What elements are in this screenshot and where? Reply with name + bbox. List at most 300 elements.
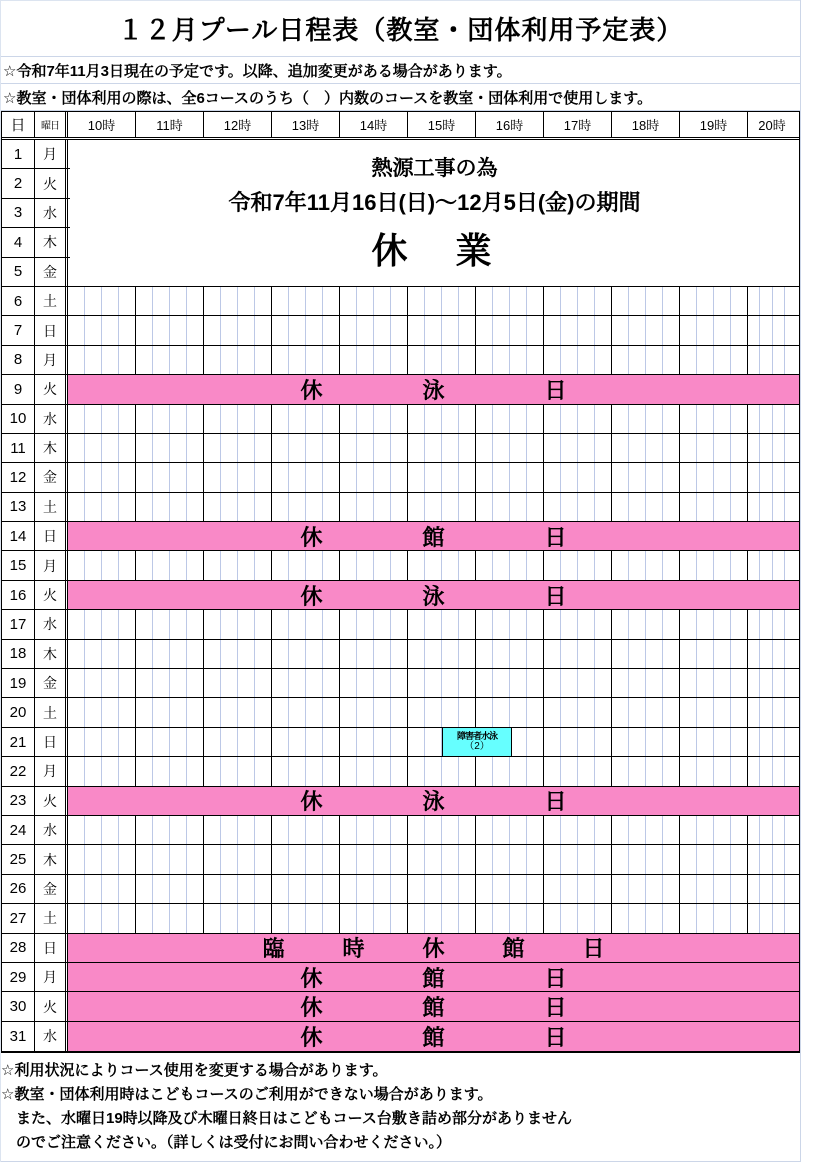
quarter-hour-subcell	[544, 640, 561, 668]
quarter-hour-subcell	[595, 845, 611, 873]
day-row	[2, 434, 799, 463]
quarter-hour-subcell	[119, 463, 135, 491]
hour-cell	[136, 669, 204, 697]
quarter-hour-subcell	[510, 463, 527, 491]
quarter-hour-subcell	[442, 875, 459, 903]
quarter-hour-subcell	[773, 287, 785, 315]
quarter-hour-subcell	[646, 405, 663, 433]
quarter-hour-subcell	[544, 669, 561, 697]
quarter-hour-subcell	[629, 845, 646, 873]
quarter-hour-subcell	[374, 287, 391, 315]
weekday-cell: 水	[35, 1022, 68, 1051]
hour-cell	[340, 669, 408, 697]
quarter-hour-subcell	[68, 875, 85, 903]
quarter-hour-subcell	[374, 698, 391, 726]
quarter-hour-subcell	[714, 816, 731, 844]
quarter-hour-subcell	[760, 757, 772, 785]
quarter-hour-subcell	[578, 816, 595, 844]
quarter-hour-subcell	[68, 463, 85, 491]
quarter-hour-subcell	[102, 346, 119, 374]
quarter-hour-subcell	[697, 757, 714, 785]
quarter-hour-subcell	[357, 463, 374, 491]
quarter-hour-subcell	[153, 610, 170, 638]
quarter-hour-subcell	[629, 316, 646, 344]
quarter-hour-subcell	[306, 493, 323, 521]
quarter-hour-subcell	[408, 698, 425, 726]
quarter-hour-subcell	[85, 493, 102, 521]
quarter-hour-subcell	[773, 698, 785, 726]
quarter-hour-subcell	[731, 698, 747, 726]
quarter-hour-subcell	[221, 698, 238, 726]
quarter-hour-subcell	[544, 316, 561, 344]
quarter-hour-subcell	[680, 316, 697, 344]
day-number-cell: 6	[2, 287, 35, 315]
quarter-hour-subcell	[459, 610, 475, 638]
quarter-hour-subcell	[170, 904, 187, 932]
hour-cell	[136, 287, 204, 315]
quarter-hour-subcell	[748, 757, 760, 785]
quarter-hour-subcell	[493, 463, 510, 491]
quarter-hour-subcell	[204, 698, 221, 726]
weekday-cell: 月	[35, 757, 68, 785]
quarter-hour-subcell	[272, 875, 289, 903]
quarter-hour-subcell	[442, 757, 459, 785]
quarter-hour-subcell	[68, 728, 85, 756]
quarter-hour-subcell	[578, 698, 595, 726]
hour-cell	[204, 493, 272, 521]
hour-cell	[136, 316, 204, 344]
quarter-hour-subcell	[748, 728, 760, 756]
quarter-hour-subcell	[102, 669, 119, 697]
hour-cell	[68, 728, 136, 756]
quarter-hour-subcell	[731, 434, 747, 462]
schedule-cells-area	[68, 463, 799, 491]
quarter-hour-subcell	[408, 845, 425, 873]
quarter-hour-subcell	[731, 669, 747, 697]
quarter-hour-subcell	[102, 845, 119, 873]
quarter-hour-subcell	[340, 463, 357, 491]
day-row	[2, 551, 799, 580]
quarter-hour-subcell	[595, 610, 611, 638]
quarter-hour-subcell	[773, 904, 785, 932]
quarter-hour-subcell	[748, 316, 760, 344]
quarter-hour-subcell	[221, 463, 238, 491]
quarter-hour-subcell	[374, 816, 391, 844]
quarter-hour-subcell	[578, 610, 595, 638]
closed-band-休館日	[68, 963, 799, 991]
day-number-cell: 30	[2, 992, 35, 1020]
quarter-hour-subcell	[714, 405, 731, 433]
quarter-hour-subcell	[612, 316, 629, 344]
hour-cell	[204, 698, 272, 726]
quarter-hour-subcell	[408, 346, 425, 374]
quarter-hour-subcell	[595, 463, 611, 491]
quarter-hour-subcell	[646, 669, 663, 697]
quarter-hour-subcell	[119, 845, 135, 873]
quarter-hour-subcell	[527, 287, 543, 315]
hour-cell	[68, 757, 136, 785]
hour-cell	[544, 875, 612, 903]
quarter-hour-subcell	[680, 904, 697, 932]
quarter-hour-subcell	[170, 728, 187, 756]
quarter-hour-subcell	[85, 904, 102, 932]
quarter-hour-subcell	[459, 816, 475, 844]
quarter-hour-subcell	[323, 610, 339, 638]
hour-cell	[680, 346, 748, 374]
schedule-cells-area	[68, 405, 799, 433]
quarter-hour-subcell	[459, 346, 475, 374]
quarter-hour-subcell	[272, 904, 289, 932]
quarter-hour-subcell	[187, 904, 203, 932]
quarter-hour-subcell	[760, 669, 772, 697]
quarter-hour-subcell	[68, 698, 85, 726]
hour-cell	[476, 610, 544, 638]
quarter-hour-subcell	[153, 816, 170, 844]
quarter-hour-subcell	[272, 845, 289, 873]
hour-cell	[204, 875, 272, 903]
quarter-hour-subcell	[391, 316, 407, 344]
closed-band-休泳日	[68, 787, 799, 815]
quarter-hour-subcell	[785, 845, 796, 873]
quarter-hour-subcell	[238, 405, 255, 433]
hour-cell	[680, 757, 748, 785]
quarter-hour-subcell	[561, 904, 578, 932]
quarter-hour-subcell	[510, 640, 527, 668]
quarter-hour-subcell	[527, 463, 543, 491]
quarter-hour-subcell	[391, 346, 407, 374]
quarter-hour-subcell	[374, 757, 391, 785]
hour-cell	[544, 698, 612, 726]
hour-cell	[748, 904, 796, 932]
quarter-hour-subcell	[527, 816, 543, 844]
hour-cell	[272, 610, 340, 638]
quarter-hour-subcell	[221, 875, 238, 903]
quarter-hour-subcell	[476, 493, 493, 521]
quarter-hour-subcell	[238, 728, 255, 756]
hour-cell	[408, 405, 476, 433]
quarter-hour-subcell	[306, 757, 323, 785]
quarter-hour-subcell	[238, 845, 255, 873]
special-event-cell	[442, 727, 512, 757]
quarter-hour-subcell	[255, 346, 271, 374]
quarter-hour-subcell	[374, 463, 391, 491]
quarter-hour-subcell	[663, 757, 679, 785]
hour-cell	[748, 698, 796, 726]
quarter-hour-subcell	[255, 463, 271, 491]
quarter-hour-subcell	[408, 434, 425, 462]
day-number-cell: 10	[2, 405, 35, 433]
hour-cell	[748, 346, 796, 374]
hour-cell	[680, 904, 748, 932]
quarter-hour-subcell	[119, 610, 135, 638]
quarter-hour-subcell	[340, 875, 357, 903]
hour-cell	[68, 845, 136, 873]
quarter-hour-subcell	[476, 640, 493, 668]
quarter-hour-subcell	[629, 669, 646, 697]
closed-band-char: 館	[422, 965, 445, 991]
quarter-hour-subcell	[697, 640, 714, 668]
hour-cell	[612, 287, 680, 315]
weekday-cell: 水	[35, 199, 68, 227]
hour-cell	[136, 904, 204, 932]
quarter-hour-subcell	[136, 463, 153, 491]
quarter-hour-subcell	[646, 346, 663, 374]
day-row	[2, 405, 799, 434]
quarter-hour-subcell	[493, 610, 510, 638]
hour-cell	[272, 698, 340, 726]
schedule-cells-area	[68, 434, 799, 462]
quarter-hour-subcell	[272, 757, 289, 785]
quarter-hour-subcell	[153, 669, 170, 697]
weekday-cell: 火	[35, 787, 68, 815]
quarter-hour-subcell	[340, 346, 357, 374]
quarter-hour-subcell	[493, 405, 510, 433]
quarter-hour-subcell	[442, 493, 459, 521]
quarter-hour-subcell	[68, 904, 85, 932]
hour-cell	[272, 728, 340, 756]
quarter-hour-subcell	[170, 875, 187, 903]
hour-cell	[136, 463, 204, 491]
quarter-hour-subcell	[561, 316, 578, 344]
quarter-hour-subcell	[714, 346, 731, 374]
quarter-hour-subcell	[289, 287, 306, 315]
quarter-hour-subcell	[204, 287, 221, 315]
hour-cell	[272, 346, 340, 374]
quarter-hour-subcell	[170, 757, 187, 785]
quarter-hour-subcell	[561, 669, 578, 697]
quarter-hour-subcell	[714, 316, 731, 344]
quarter-hour-subcell	[85, 845, 102, 873]
quarter-hour-subcell	[170, 610, 187, 638]
hour-cell	[340, 904, 408, 932]
quarter-hour-subcell	[136, 875, 153, 903]
quarter-hour-subcell	[578, 434, 595, 462]
quarter-hour-subcell	[221, 316, 238, 344]
quarter-hour-subcell	[425, 698, 442, 726]
header-day-label: 日	[2, 112, 35, 137]
quarter-hour-subcell	[459, 287, 475, 315]
quarter-hour-subcell	[170, 816, 187, 844]
hour-cell	[748, 434, 796, 462]
quarter-hour-subcell	[663, 493, 679, 521]
quarter-hour-subcell	[697, 405, 714, 433]
hour-cell	[476, 434, 544, 462]
quarter-hour-subcell	[255, 669, 271, 697]
quarter-hour-subcell	[629, 434, 646, 462]
quarter-hour-subcell	[680, 463, 697, 491]
quarter-hour-subcell	[680, 640, 697, 668]
weekday-cell: 金	[35, 258, 68, 286]
schedule-cells-area	[68, 757, 799, 785]
quarter-hour-subcell	[476, 463, 493, 491]
quarter-hour-subcell	[697, 669, 714, 697]
quarter-hour-subcell	[510, 434, 527, 462]
day-row	[2, 316, 799, 345]
quarter-hour-subcell	[153, 845, 170, 873]
hour-cell	[544, 610, 612, 638]
quarter-hour-subcell	[527, 845, 543, 873]
day-row	[2, 1022, 799, 1051]
quarter-hour-subcell	[68, 610, 85, 638]
day-row	[2, 728, 799, 757]
quarter-hour-subcell	[153, 875, 170, 903]
hour-cell	[340, 728, 408, 756]
quarter-hour-subcell	[85, 698, 102, 726]
quarter-hour-subcell	[595, 875, 611, 903]
hour-cell	[340, 640, 408, 668]
quarter-hour-subcell	[663, 816, 679, 844]
quarter-hour-subcell	[255, 610, 271, 638]
quarter-hour-subcell	[697, 287, 714, 315]
quarter-hour-subcell	[527, 698, 543, 726]
hour-cell	[204, 816, 272, 844]
quarter-hour-subcell	[68, 551, 85, 579]
header-hour-cell: 20時	[758, 118, 786, 133]
quarter-hour-subcell	[697, 728, 714, 756]
hour-cell	[68, 551, 136, 579]
quarter-hour-subcell	[357, 845, 374, 873]
quarter-hour-subcell	[510, 316, 527, 344]
quarter-hour-subcell	[289, 434, 306, 462]
closed-band-char: 日	[544, 995, 567, 1021]
day-number-cell: 14	[2, 522, 35, 550]
quarter-hour-subcell	[748, 875, 760, 903]
quarter-hour-subcell	[323, 493, 339, 521]
quarter-hour-subcell	[357, 405, 374, 433]
quarter-hour-subcell	[785, 875, 796, 903]
closed-band-char: 日	[544, 583, 567, 609]
quarter-hour-subcell	[544, 610, 561, 638]
quarter-hour-subcell	[170, 640, 187, 668]
quarter-hour-subcell	[323, 728, 339, 756]
quarter-hour-subcell	[340, 816, 357, 844]
hour-cell	[136, 405, 204, 433]
hour-cell	[340, 816, 408, 844]
quarter-hour-subcell	[357, 551, 374, 579]
quarter-hour-subcell	[357, 316, 374, 344]
hour-cell	[340, 845, 408, 873]
quarter-hour-subcell	[221, 551, 238, 579]
quarter-hour-subcell	[238, 287, 255, 315]
hour-cell	[272, 904, 340, 932]
weekday-cell: 土	[35, 287, 68, 315]
quarter-hour-subcell	[731, 728, 747, 756]
hour-cell	[476, 551, 544, 579]
quarter-hour-subcell	[646, 463, 663, 491]
quarter-hour-subcell	[714, 669, 731, 697]
hour-cell	[408, 493, 476, 521]
quarter-hour-subcell	[595, 757, 611, 785]
quarter-hour-subcell	[527, 757, 543, 785]
quarter-hour-subcell	[119, 551, 135, 579]
quarter-hour-subcell	[612, 640, 629, 668]
quarter-hour-subcell	[255, 757, 271, 785]
hour-cell	[544, 669, 612, 697]
quarter-hour-subcell	[544, 698, 561, 726]
quarter-hour-subcell	[425, 669, 442, 697]
closure-notice-line3: 休 業	[371, 230, 498, 271]
quarter-hour-subcell	[629, 728, 646, 756]
hour-cell	[204, 728, 272, 756]
hour-cell	[476, 875, 544, 903]
quarter-hour-subcell	[760, 463, 772, 491]
quarter-hour-subcell	[785, 728, 796, 756]
hour-cell	[612, 904, 680, 932]
quarter-hour-subcell	[612, 816, 629, 844]
quarter-hour-subcell	[136, 493, 153, 521]
quarter-hour-subcell	[731, 875, 747, 903]
quarter-hour-subcell	[187, 757, 203, 785]
hour-cell	[680, 698, 748, 726]
hour-cell	[544, 493, 612, 521]
quarter-hour-subcell	[544, 463, 561, 491]
quarter-hour-subcell	[561, 610, 578, 638]
day-number-cell: 26	[2, 875, 35, 903]
quarter-hour-subcell	[760, 551, 772, 579]
hour-cell	[748, 728, 796, 756]
quarter-hour-subcell	[561, 845, 578, 873]
quarter-hour-subcell	[119, 346, 135, 374]
closed-band-休泳日	[68, 375, 799, 403]
hour-cell	[612, 875, 680, 903]
quarter-hour-subcell	[544, 493, 561, 521]
quarter-hour-subcell	[289, 845, 306, 873]
hour-cell	[544, 434, 612, 462]
quarter-hour-subcell	[629, 551, 646, 579]
quarter-hour-subcell	[527, 405, 543, 433]
hour-cell	[272, 493, 340, 521]
hour-cell	[748, 463, 796, 491]
header-hour-cell: 13時	[272, 112, 340, 137]
quarter-hour-subcell	[374, 610, 391, 638]
hour-cell	[748, 640, 796, 668]
quarter-hour-subcell	[323, 287, 339, 315]
hour-cell	[476, 405, 544, 433]
hour-cell	[136, 728, 204, 756]
quarter-hour-subcell	[697, 463, 714, 491]
quarter-hour-subcell	[238, 669, 255, 697]
quarter-hour-subcell	[510, 610, 527, 638]
quarter-hour-subcell	[425, 493, 442, 521]
quarter-hour-subcell	[476, 434, 493, 462]
quarter-hour-subcell	[306, 728, 323, 756]
quarter-hour-subcell	[170, 405, 187, 433]
quarter-hour-subcell	[629, 904, 646, 932]
hour-cell	[408, 346, 476, 374]
quarter-hour-subcell	[760, 875, 772, 903]
quarter-hour-subcell	[561, 698, 578, 726]
quarter-hour-subcell	[85, 434, 102, 462]
quarter-hour-subcell	[561, 434, 578, 462]
quarter-hour-subcell	[714, 757, 731, 785]
quarter-hour-subcell	[272, 816, 289, 844]
quarter-hour-subcell	[306, 405, 323, 433]
hour-cell	[272, 287, 340, 315]
quarter-hour-subcell	[459, 845, 475, 873]
hour-cell	[272, 316, 340, 344]
day-row	[2, 904, 799, 933]
schedule-cells-area	[68, 816, 799, 844]
quarter-hour-subcell	[748, 346, 760, 374]
quarter-hour-subcell	[68, 816, 85, 844]
weekday-cell: 水	[35, 405, 68, 433]
quarter-hour-subcell	[612, 434, 629, 462]
quarter-hour-subcell	[748, 493, 760, 521]
quarter-hour-subcell	[153, 551, 170, 579]
quarter-hour-subcell	[221, 287, 238, 315]
quarter-hour-subcell	[544, 757, 561, 785]
quarter-hour-subcell	[306, 463, 323, 491]
